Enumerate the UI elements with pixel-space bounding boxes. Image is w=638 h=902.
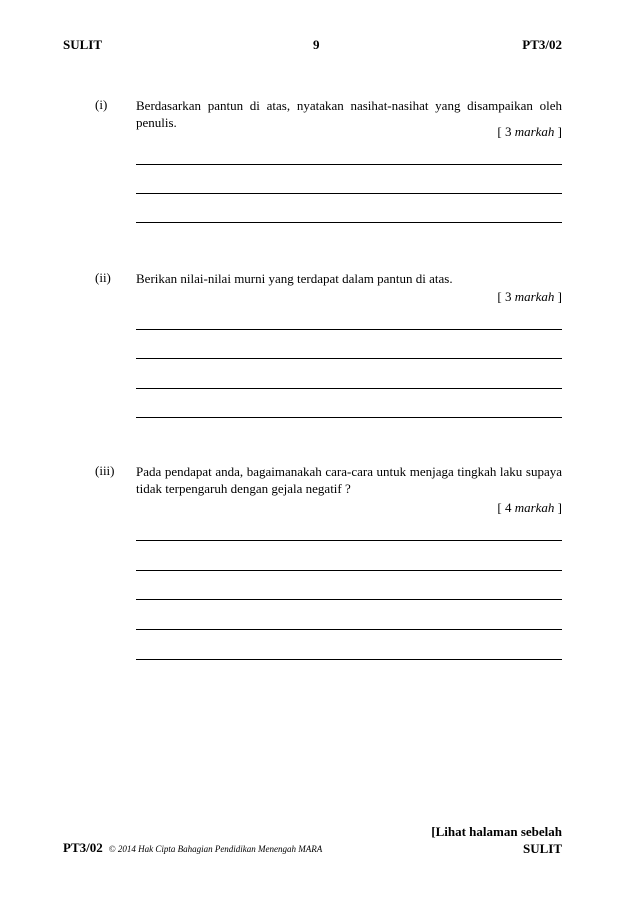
question-3-number: (iii) (95, 463, 115, 478)
header-code: PT3/02 (522, 37, 562, 52)
question-3-marks: [ 4 markah ] (497, 500, 562, 515)
answer-line[interactable] (136, 659, 562, 660)
answer-line[interactable] (136, 540, 562, 541)
footer-code (63, 840, 322, 856)
answer-line[interactable] (136, 629, 562, 630)
question-1-text: Berdasarkan pantun di atas, nyatakan nasihat-nasihat yang disampaikan oleh penulis. (136, 98, 562, 130)
footer-next-page: [Lihat halaman sebelah (431, 824, 562, 839)
question-2-marks: [ 3 markah ] (497, 289, 562, 304)
answer-line[interactable] (136, 388, 562, 389)
footer-code-text: PT3/02 (63, 840, 103, 855)
question-3-text: Pada pendapat anda, bagaimanakah cara-cara untuk menjaga tingkah laku supaya tidak terpengaruh dengan gejala negatif ? (136, 464, 562, 496)
answer-line[interactable] (136, 164, 562, 165)
answer-line[interactable] (136, 222, 562, 223)
header-sulit: SULIT (63, 37, 103, 52)
page-number: 9 (313, 37, 320, 52)
answer-line[interactable] (136, 599, 562, 600)
footer-sulit: SULIT (522, 841, 562, 856)
answer-line[interactable] (136, 417, 562, 418)
answer-line[interactable] (136, 193, 562, 194)
question-2-text: Berikan nilai-nilai murni yang terdapat dalam pantun di atas. (136, 271, 453, 286)
answer-line[interactable] (136, 570, 562, 571)
question-1-number: (i) (95, 97, 108, 112)
answer-line[interactable] (136, 329, 562, 330)
answer-line[interactable] (136, 358, 562, 359)
question-2-number: (ii) (95, 270, 111, 285)
footer-copyright: © 2014 Hak Cipta Bahagian Pendidikan Menengah MARA (108, 844, 323, 854)
question-1-marks: [ 3 markah ] (497, 124, 562, 139)
